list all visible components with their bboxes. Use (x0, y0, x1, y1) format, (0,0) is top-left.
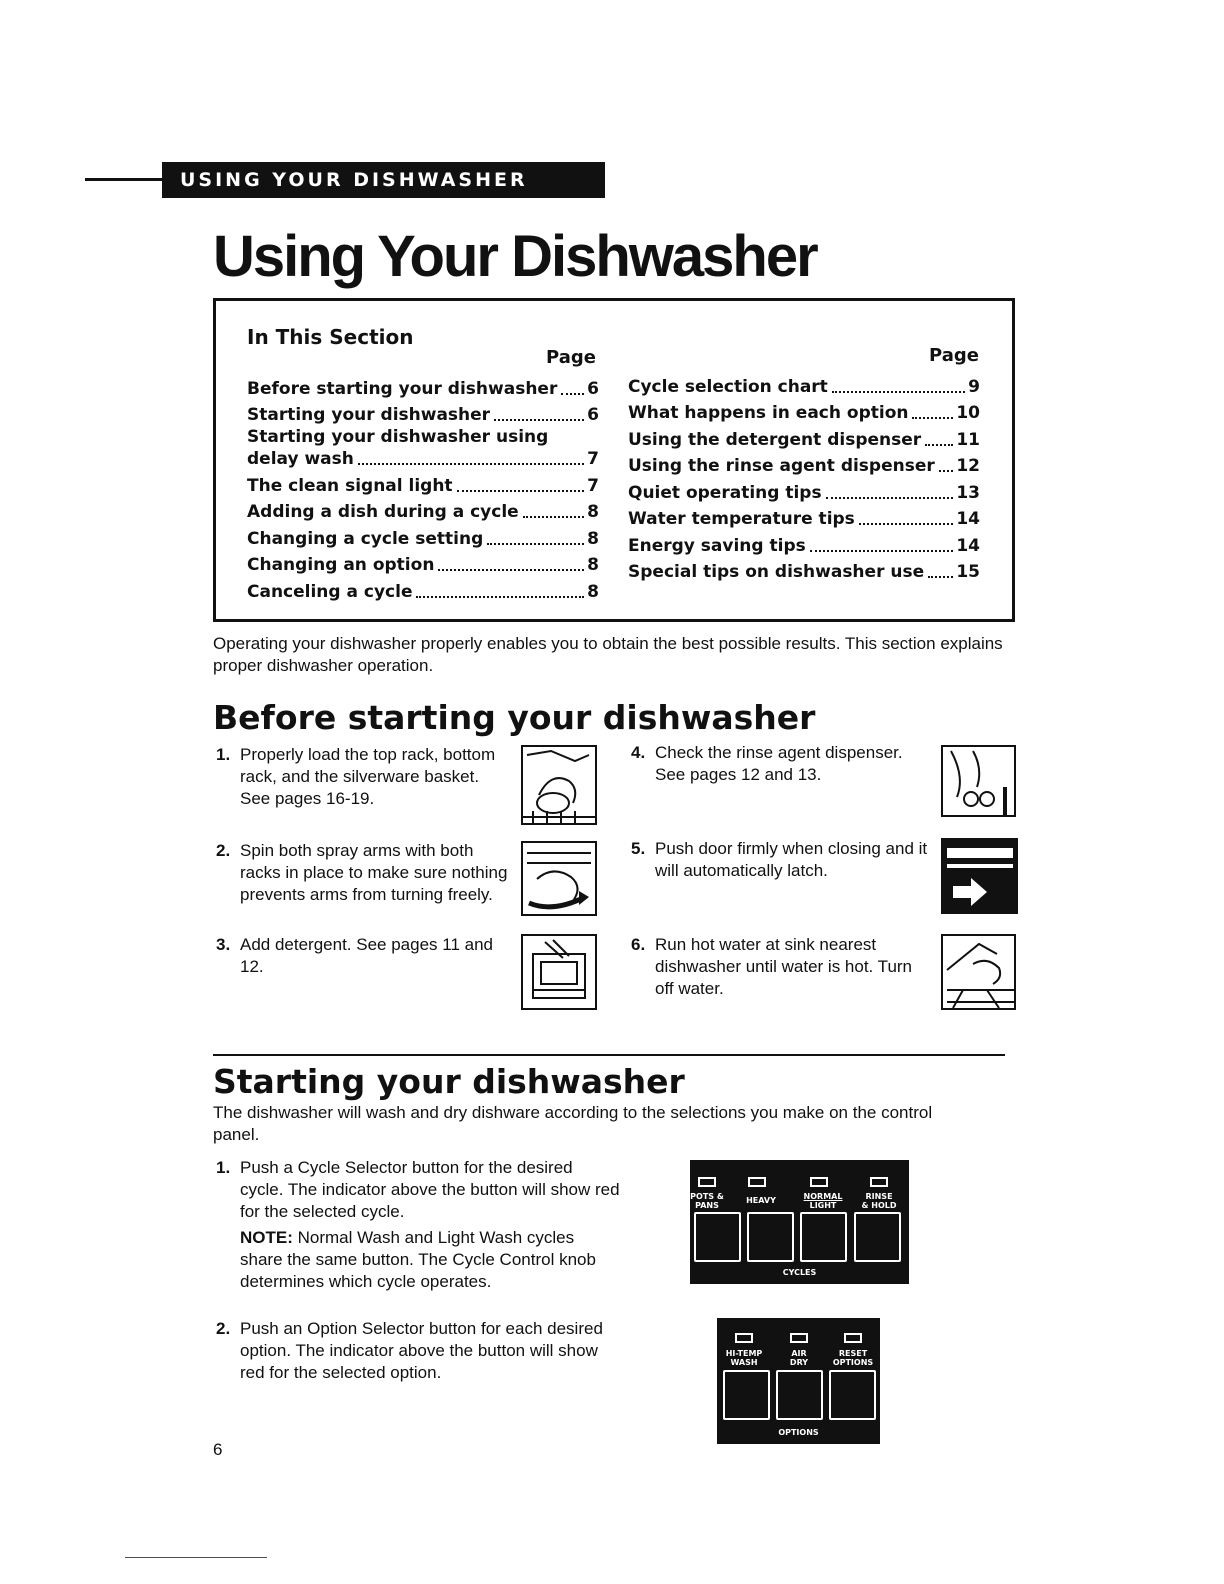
option-label-hi-temp-wash: HI-TEMP WASH (725, 1349, 763, 1367)
option-indicator (735, 1333, 753, 1343)
starting-intro: The dishwasher will wash and dry dishware according to the selections you make on the control panel. (213, 1103, 933, 1144)
section-divider (213, 1054, 1005, 1056)
spray-arm-icon (521, 841, 597, 916)
banner-rule (85, 178, 165, 181)
footer-rule (125, 1557, 267, 1558)
toc-item[interactable]: The clean signal light 7 (247, 475, 599, 496)
cycle-label-normal-light: NORMAL LIGHT (803, 1192, 843, 1210)
toc-item[interactable]: Cycle selection chart 9 (628, 376, 980, 397)
before-heading: Before starting your dishwasher (213, 698, 816, 737)
rinse-hold-button[interactable] (854, 1212, 901, 1262)
cycle-indicator (698, 1177, 716, 1187)
air-dry-button[interactable] (776, 1370, 823, 1420)
toc-item[interactable]: Water temperature tips 14 (628, 509, 980, 529)
section-banner: USING YOUR DISHWASHER (162, 162, 605, 198)
door-latch-icon (941, 838, 1018, 914)
cycle-indicator (870, 1177, 888, 1187)
starting-step-2: 2. Push an Option Selector button for each desired option. The indicator above the button will show red for the selected option. (216, 1319, 603, 1382)
pots-pans-button[interactable] (694, 1212, 741, 1262)
option-label-reset-options: RESET OPTIONS (832, 1349, 874, 1367)
toc-item[interactable]: Adding a dish during a cycle 8 (247, 502, 599, 522)
toc-heading: In This Section (247, 325, 414, 349)
cycle-label-pots-pans: POTS & PANS (690, 1192, 724, 1210)
toc-item[interactable]: Energy saving tips 14 (628, 535, 980, 556)
rack-loading-icon (521, 745, 597, 825)
rinse-agent-icon (941, 745, 1016, 817)
starting-heading: Starting your dishwasher (213, 1062, 685, 1101)
toc-item[interactable]: Canceling a cycle 8 (247, 581, 599, 602)
starting-step-1: 1. Push a Cycle Selector button for the desired cycle. The indicator above the button will show red for the selected cycle. NOTE: Normal Wash and Light Wash cycles share the same button. The Cycle Control knob determines which cycle operates. (216, 1158, 620, 1291)
cycles-panel (690, 1160, 909, 1284)
toc-item[interactable]: Starting your dishwasher 6 (247, 405, 599, 425)
toc-item[interactable]: Before starting your dishwasher 6 (247, 378, 599, 399)
starting-step-1-text: Push a Cycle Selector button for the desired cycle. The indicator above the button will show red for the selected cycle. (240, 1158, 620, 1221)
cycle-label-rinse-hold: RINSE & HOLD (861, 1192, 897, 1210)
toc-item[interactable]: Special tips on dishwasher use 15 (628, 562, 980, 582)
before-step-1: 1. Properly load the top rack, bottom rack, and the silverware basket. See pages 16-19. (216, 745, 496, 808)
toc-item[interactable]: Using the rinse agent dispenser 12 (628, 456, 980, 476)
sink-faucet-icon (941, 934, 1016, 1010)
toc-left-list (247, 373, 599, 603)
normal-light-button[interactable] (800, 1212, 847, 1262)
toc-item[interactable]: Changing a cycle setting 8 (247, 528, 599, 549)
before-step-2: 2. Spin both spray arms with both racks in place to make sure nothing prevents arms from turning freely. (216, 841, 508, 904)
heavy-button[interactable] (747, 1212, 794, 1262)
toc-page-label-left: Page (546, 347, 596, 368)
reset-options-button[interactable] (829, 1370, 876, 1420)
toc-box (213, 298, 1015, 622)
toc-item[interactable]: Quiet operating tips 13 (628, 482, 980, 503)
hi-temp-wash-button[interactable] (723, 1370, 770, 1420)
cycle-indicator (810, 1177, 828, 1187)
cycles-label: CYCLES (782, 1268, 817, 1277)
cycle-indicator (748, 1177, 766, 1187)
options-panel (717, 1318, 880, 1444)
toc-item[interactable]: Changing an option 8 (247, 555, 599, 575)
option-indicator (790, 1333, 808, 1343)
starting-note: NOTE: Normal Wash and Light Wash cycles share the same button. The Cycle Control knob determines which cycle operates. (240, 1228, 596, 1291)
page-title: Using Your Dishwasher (213, 224, 817, 289)
detergent-dispenser-icon (521, 934, 597, 1010)
before-step-6: 6. Run hot water at sink nearest dishwasher until water is hot. Turn off water. (631, 935, 913, 998)
before-step-5: 5. Push door firmly when closing and it will automatically latch. (631, 839, 928, 880)
cycle-label-heavy: HEAVY (746, 1196, 776, 1205)
toc-item[interactable]: Using the detergent dispenser 11 (628, 429, 980, 450)
toc-right-list (628, 371, 980, 583)
before-step-3: 3. Add detergent. See pages 11 and 12. (216, 935, 493, 976)
toc-item[interactable]: Starting your dishwasher using delay wash 7 (247, 427, 599, 469)
toc-item[interactable]: What happens in each option 10 (628, 403, 980, 423)
toc-page-label-right: Page (929, 345, 979, 366)
intro-paragraph: Operating your dishwasher properly enables you to obtain the best possible results. This section explains proper dishwasher operation. (213, 634, 1003, 675)
options-label: OPTIONS (778, 1428, 819, 1437)
option-indicator (844, 1333, 862, 1343)
page-number: 6 (213, 1440, 223, 1459)
option-label-air-dry: AIR DRY (789, 1349, 809, 1367)
before-step-4: 4. Check the rinse agent dispenser. See pages 12 and 13. (631, 743, 903, 784)
